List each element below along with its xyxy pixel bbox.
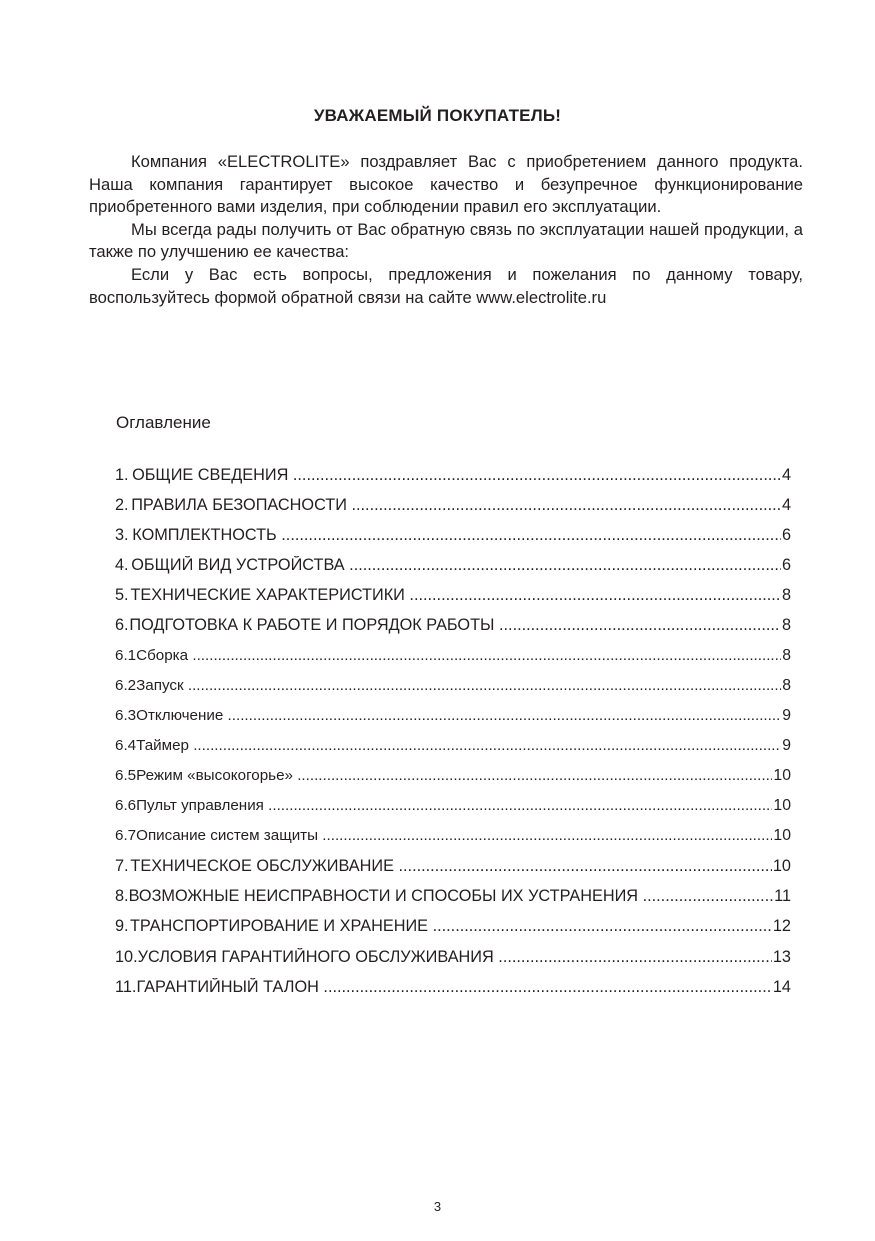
toc-entry[interactable] [115,887,791,917]
toc-entry-label: Запуск ..... [136,677,781,694]
toc-entry-page: 8 [781,616,791,635]
intro-paragraph: Компания «ELECTROLITE» поздравляет Вас с приобретением данного продукта. Наша компания гарантирует высокое качество и безупречное функционирование приобретенного вами изделия, при соблюдении правил его эксплуатации. [89,152,803,217]
toc-entry-page: 14 [772,977,791,996]
toc-entry-number: 6.6 [115,797,137,815]
toc-entry-number: 2. [115,496,129,515]
toc-entry[interactable] [115,767,791,797]
toc-entry-number: 1. [115,466,129,484]
toc-entry-number: 6.7 [115,827,137,845]
toc-entry-page: 4 [781,466,791,484]
toc-entry-page: 12 [772,917,791,936]
toc-entry-label: ТЕХНИЧЕСКИЕ ХАРАКТЕРИСТИКИ ..... [130,586,780,605]
toc-entry-number: 4. [115,556,129,575]
toc-entry[interactable] [115,917,791,947]
toc-entry[interactable] [115,526,791,556]
toc-entry-label: Отключение ..... [136,707,781,724]
intro-text [89,151,803,309]
toc-entry-page: 10 [773,766,791,784]
toc-entry-label: Сборка ..... [136,647,781,664]
toc-entry-page: 10 [773,827,791,845]
toc-entry-page: 13 [772,947,791,966]
toc-entry[interactable] [115,978,791,1008]
toc-entry-page: 6 [781,556,791,575]
toc-entry[interactable] [115,647,791,677]
toc-entry-number: 9. [115,917,129,936]
toc-entry[interactable] [115,466,791,496]
toc-entry-label: ТРАНСПОРТИРОВАНИЕ И ХРАНЕНИЕ ..... [130,917,772,936]
toc-entry-label: ОБЩИЕ СВЕДЕНИЯ ..... [132,466,781,485]
page-title: УВАЖАЕМЫЙ ПОКУПАТЕЛЬ! [313,106,562,125]
toc-entry-number: 8. [115,887,129,906]
toc-entry[interactable] [115,556,791,586]
toc-entry-number: 11. [115,977,137,996]
toc-entry-label: ВОЗМОЖНЫЕ НЕИСПРАВНОСТИ И СПОСОБЫ ИХ УСТРАНЕНИЯ ..... [129,887,774,906]
toc-entry-label: ПРАВИЛА БЕЗОПАСНОСТИ ..... [131,496,781,515]
toc-entry[interactable] [115,496,791,526]
toc-entry[interactable] [115,737,791,767]
toc-entry-number: 6.5 [115,766,137,784]
toc-heading: Оглавление [116,413,211,432]
toc-entry-number: 7. [115,857,129,876]
toc-entry-page: 4 [781,496,791,515]
intro-paragraph: Мы всегда рады получить от Вас обратную связь по эксплуатации нашей продукции, а также по улучшению ее качества: [89,219,803,262]
toc-entry-number: 6.4 [115,736,137,754]
toc-entry[interactable] [115,616,791,646]
toc-entry[interactable] [115,677,791,707]
toc-entry-number: 6.3 [115,706,137,724]
toc-entry-number: 3. [115,526,129,545]
table-of-contents [115,466,791,1008]
toc-entry-page: 8 [782,646,791,664]
toc-entry[interactable] [115,827,791,857]
toc-entry-label: КОМПЛЕКТНОСТЬ ..... [132,526,781,545]
page-number: 3 [433,1199,442,1214]
toc-entry-number: 10. [115,947,138,966]
toc-entry-label: УСЛОВИЯ ГАРАНТИЙНОГО ОБСЛУЖИВАНИЯ ..... [138,948,772,967]
toc-entry-page: 10 [772,857,791,876]
toc-entry-label: ТЕХНИЧЕСКОЕ ОБСЛУЖИВАНИЕ ..... [130,857,771,876]
toc-entry-label: Описание систем защиты ..... [136,827,772,844]
toc-entry[interactable] [115,857,791,887]
toc-entry-label: Пульт управления ..... [136,797,772,814]
toc-entry[interactable] [115,948,791,978]
toc-entry-page: 10 [773,797,791,815]
toc-entry-number: 6.1 [115,646,137,664]
toc-entry-label: ОБЩИЙ ВИД УСТРОЙСТВА ..... [131,556,781,575]
toc-entry-number: 6.2 [115,676,137,694]
toc-entry-number: 6. [115,616,129,635]
toc-entry-label: Таймер ..... [136,737,781,754]
toc-entry-page: 11 [774,887,791,906]
toc-entry-label: ГАРАНТИЙНЫЙ ТАЛОН ..... [136,978,771,997]
toc-entry-number: 5. [115,586,129,605]
intro-paragraph: Если у Вас есть вопросы, предложения и пожелания по данному товару, воспользуйтесь формой обратной связи на сайте www.electrolite.ru [89,264,803,307]
toc-entry[interactable] [115,797,791,827]
toc-entry[interactable] [115,707,791,737]
toc-entry-page: 8 [781,586,791,605]
toc-entry-page: 8 [782,676,791,694]
toc-entry-page: 6 [781,526,791,545]
toc-entry-page: 9 [782,706,791,724]
toc-entry-label: ПОДГОТОВКА К РАБОТЕ И ПОРЯДОК РАБОТЫ ..... [129,616,781,635]
toc-entry[interactable] [115,586,791,616]
toc-entry-page: 9 [782,736,791,754]
toc-entry-label: Режим «высокогорье» ..... [136,767,772,784]
